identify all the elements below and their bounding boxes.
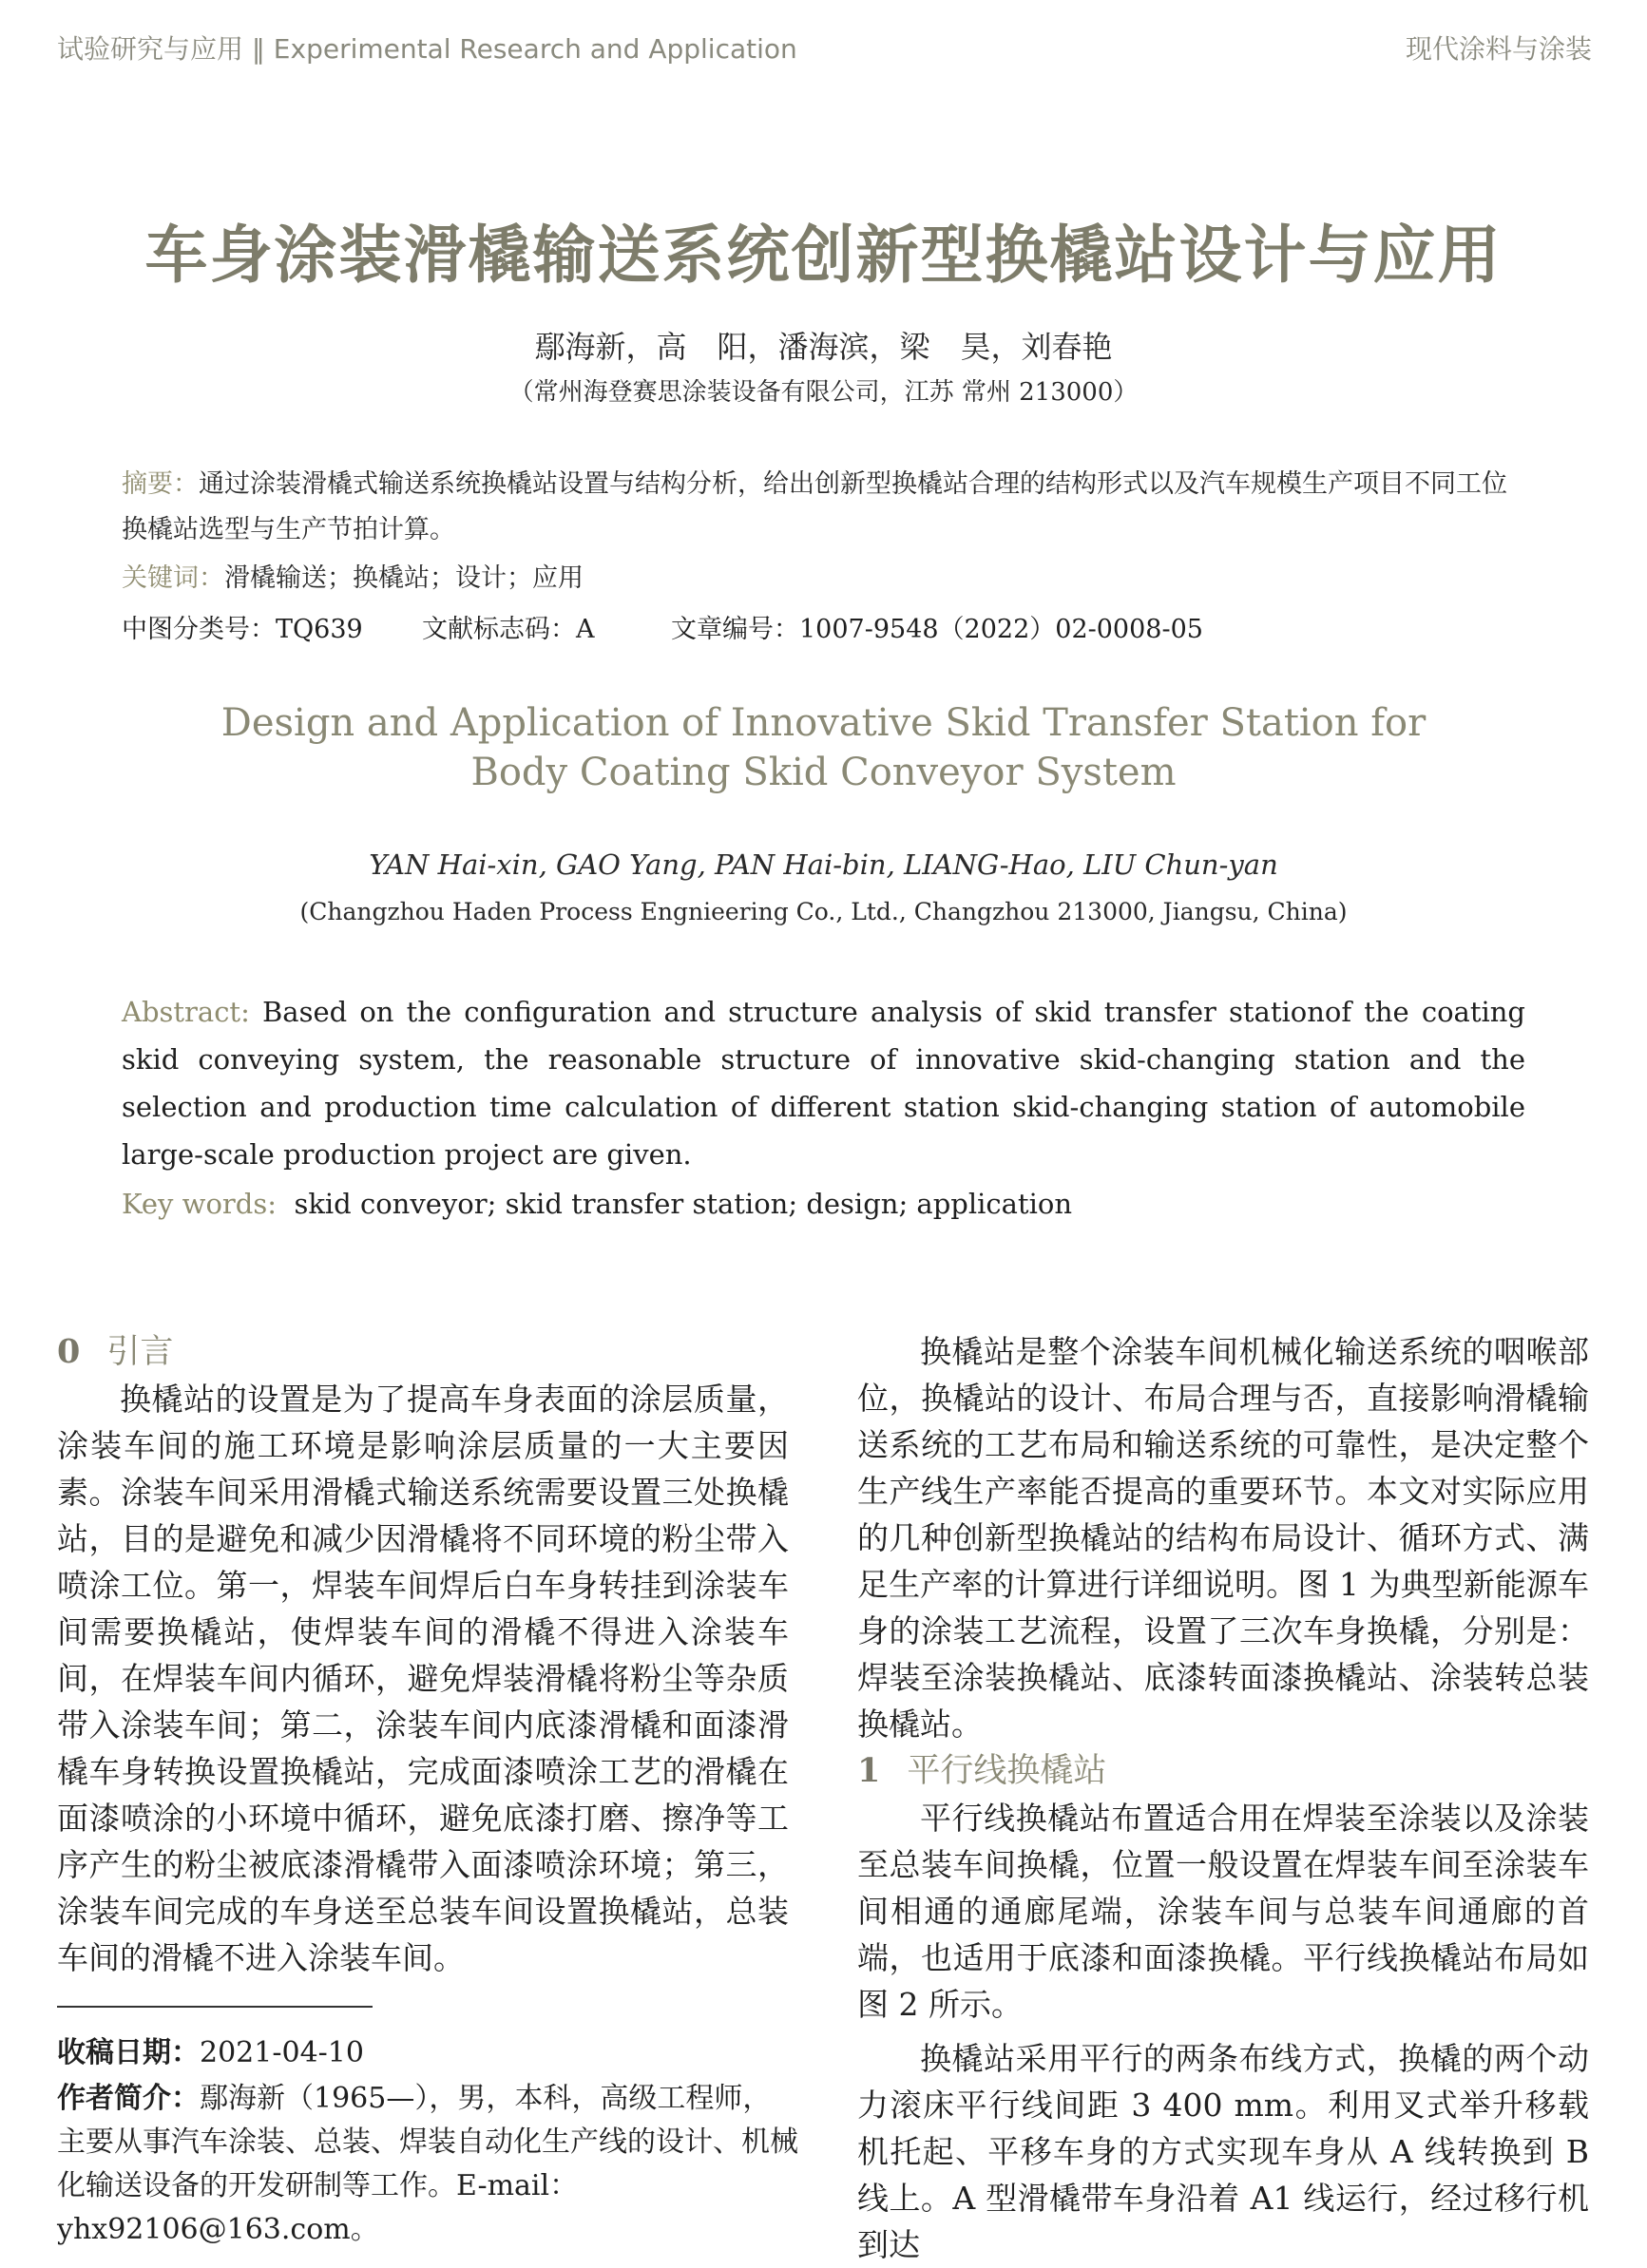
running-head-left: 试验研究与应用 ‖ Experimental Research and Application bbox=[57, 33, 797, 65]
abstract-cn bbox=[122, 462, 1525, 553]
section-1-title: 平行线换橇站 bbox=[907, 1752, 1107, 1790]
paper-title-cn: 车身涂装滑橇输送系统创新型换橇站设计与应用 bbox=[144, 219, 1503, 292]
clc-number: 中图分类号：TQ639 bbox=[122, 615, 363, 644]
keywords-cn-text: 滑橇输送；换橇站；设计；应用 bbox=[224, 563, 584, 593]
received-date: 2021-04-10 bbox=[200, 2036, 364, 2069]
paper-title-en-line1: Design and Application of Innovative Skid Transfer Station for bbox=[220, 701, 1427, 745]
bio-label: 作者简介： bbox=[57, 2082, 200, 2115]
right-paragraph-1: 换橇站是整个涂装车间机械化输送系统的咽喉部位，换橇站的设计、布局合理与否，直接影响滑橇输送系统的工艺布局和输送系统的可靠性，是决定整个生产线生产率能否提高的重要环节。本文对实际应用的几种创新型换橇站的结构布局设计、循环方式、满足生产率的计算进行详细说明。图 1 为典型新能源车身的涂装工艺流程，设置了三次车身换橇，分别是：焊装至涂装换橇站、底漆转面漆换橇站、涂装转总装换橇站。 bbox=[857, 1333, 1589, 1743]
received-label: 收稿日期： bbox=[57, 2036, 200, 2069]
affiliation-cn: （常州海登赛思涂装设备有限公司，江苏 常州 213000） bbox=[508, 378, 1139, 407]
section-0-heading bbox=[57, 1328, 789, 1376]
section-0-title: 引言 bbox=[106, 1333, 174, 1371]
section-0-paragraph: 换橇站的设置是为了提高车身表面的涂层质量，涂装车间的施工环境是影响涂层质量的一大主要因素。涂装车间采用滑橇式输送系统需要设置三处换橇站，目的是避免和减少因滑橇将不同环境的粉尘带入喷涂工位。第一，焊装车间焊后白车身转挂到涂装车间需要换橇站，使焊装车间的滑橇不得进入涂装车间，在焊装车间内循环，避免焊装滑橇将粉尘等杂质带入涂装车间；第二，涂装车间内底漆滑橇和面漆滑橇车身转换设置换橇站，完成面漆喷涂工艺的滑橇在面漆喷涂的小环境中循环，避免底漆打磨、擦净等工序产生的粉尘被底漆滑橇带入面漆喷涂环境；第三，涂装车间完成的车身送至总装车间设置换橇站，总装车间的滑橇不进入涂装车间。 bbox=[57, 1381, 789, 1976]
keywords-cn bbox=[122, 556, 1525, 601]
paper-title-en-line2: Body Coating Skid Conveyor System bbox=[470, 751, 1177, 794]
authors-en: YAN Hai-xin, GAO Yang, PAN Hai-bin, LIANG-Hao, LIU Chun-yan bbox=[369, 848, 1278, 881]
right-paragraph-2: 平行线换橇站布置适合用在焊装至涂装以及涂装至总装车间换橇，位置一般设置在焊装车间至涂装车间相通的通廊尾端，涂装车间与总装车间通廊的首端，也适用于底漆和面漆换橇。平行线换橇站布局如图 2 所示。 bbox=[857, 1800, 1589, 2023]
footnote-received bbox=[57, 2031, 798, 2075]
abstract-en-text: Based on the configuration and structure analysis of skid transfer stationof the coating skid conveying system, the reasonable structure of innovative skid-changing station and the selection and production time calculation of different station skid-changing station of automobile large-scale production project are given. bbox=[122, 996, 1525, 1171]
section-0-number: 0 bbox=[57, 1332, 81, 1371]
left-column bbox=[57, 1328, 789, 1981]
abstract-cn-text: 通过涂装滑橇式输送系统换橇站设置与结构分析，给出创新型换橇站合理的结构形式以及汽车规模生产项目不同工位换橇站选型与生产节拍计算。 bbox=[122, 469, 1507, 544]
article-number: 文章编号：1007-9548（2022）02-0008-05 bbox=[671, 615, 1203, 644]
section-1-number: 1 bbox=[857, 1751, 881, 1790]
abstract-cn-label: 摘要： bbox=[122, 469, 199, 499]
running-head-right: 现代涂料与涂装 bbox=[1405, 33, 1592, 65]
document-code: 文献标志码：A bbox=[422, 615, 595, 644]
classification-meta bbox=[122, 608, 1525, 645]
keywords-cn-label: 关键词： bbox=[122, 563, 224, 593]
abstract-en-label: Abstract: bbox=[122, 996, 250, 1028]
footnote-rule bbox=[57, 2006, 373, 2008]
paper-title-en bbox=[0, 698, 1647, 797]
section-1-heading bbox=[857, 1747, 1589, 1795]
right-column bbox=[857, 1328, 1589, 2268]
keywords-en-text: skid conveyor; skid transfer station; design; application bbox=[294, 1188, 1072, 1220]
keywords-en bbox=[122, 1180, 1525, 1228]
authors-cn: 鄢海新，高 阳，潘海滨，梁 昊，刘春艳 bbox=[534, 329, 1113, 365]
bio-text: 鄢海新（1965—），男，本科，高级工程师，主要从事汽车涂装、总装、焊装自动化生产线的设计、机械化输送设备的开发研制等工作。E-mail：yhx92106@163.com。 bbox=[57, 2082, 798, 2246]
footnote-bio bbox=[57, 2077, 798, 2252]
keywords-en-label: Key words: bbox=[122, 1188, 278, 1220]
right-paragraph-3: 换橇站采用平行的两条布线方式，换橇的两个动力滚床平行线间距 3 400 mm。利用叉式举升移载机托起、平移车身的方式实现车身从 A 线转换到 B 线上。A 型滑橇带车身沿着 A1 线运行，经过移行机到达 bbox=[857, 2040, 1589, 2263]
abstract-en bbox=[122, 988, 1525, 1178]
affiliation-en: (Changzhou Haden Process Engnieering Co., Ltd., Changzhou 213000, Jiangsu, China) bbox=[299, 898, 1348, 925]
